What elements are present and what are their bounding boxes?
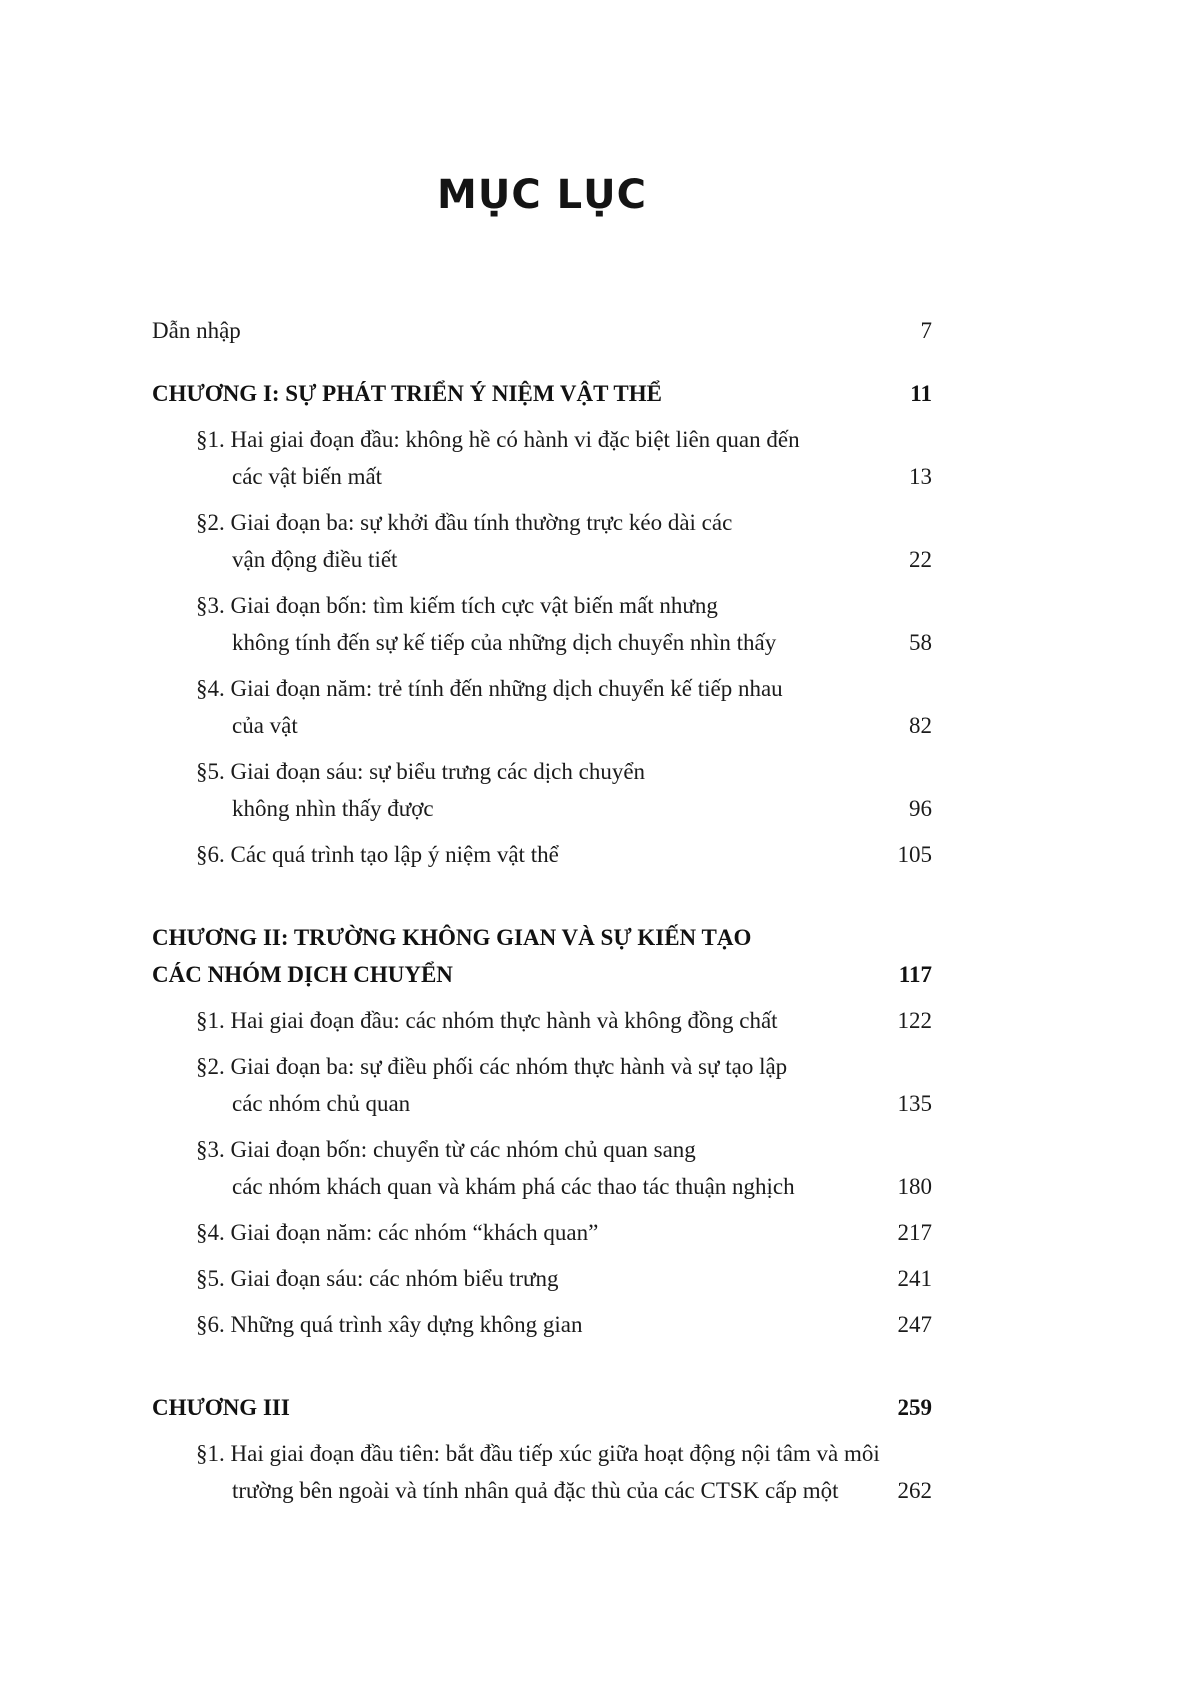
page-number: 117: [898, 962, 932, 987]
entry-line: CÁC NHÓM DỊCH CHUYỂN: [152, 962, 453, 987]
toc-entry-chapter-3: [152, 1389, 932, 1426]
toc-entry-chapter-1: [152, 375, 932, 412]
entry-line: trường bên ngoài và tính nhân quả đặc thù của các CTSK cấp một: [232, 1478, 839, 1503]
page-number: 105: [897, 842, 932, 867]
entry-line: các nhóm chủ quan: [232, 1091, 411, 1116]
page-number: 135: [897, 1091, 932, 1116]
entry-line: §1. Hai giai đoạn đầu: các nhóm thực hành và không đồng chất: [196, 1008, 778, 1033]
entry-line: §5. Giai đoạn sáu: các nhóm biểu trưng: [196, 1266, 559, 1291]
entry-line: không tính đến sự kế tiếp của những dịch chuyển nhìn thấy: [232, 630, 777, 655]
toc-entry-section: [152, 1048, 932, 1122]
toc-entry-section: [152, 1131, 932, 1205]
page-number: 217: [897, 1220, 932, 1245]
toc-entry-section: [152, 753, 932, 827]
entry-line: §4. Giai đoạn năm: trẻ tính đến những dịch chuyển kế tiếp nhau: [196, 676, 783, 701]
entry-line: CHƯƠNG III: [152, 1395, 290, 1420]
entry-line: §4. Giai đoạn năm: các nhóm “khách quan”: [196, 1220, 599, 1245]
page-number: 11: [910, 381, 932, 406]
toc-entry-section: [152, 1435, 932, 1509]
entry-line: các nhóm khách quan và khám phá các thao tác thuận nghịch: [232, 1174, 795, 1199]
entry-line: vận động điều tiết: [232, 547, 398, 572]
page-number: 7: [920, 318, 932, 343]
page-number: 262: [897, 1478, 932, 1503]
toc-entry-section: [152, 1260, 932, 1297]
entry-line: §3. Giai đoạn bốn: chuyển từ các nhóm chủ quan sang: [196, 1137, 696, 1162]
entry-line: CHƯƠNG II: TRƯỜNG KHÔNG GIAN VÀ SỰ KIẾN TẠO: [152, 925, 752, 950]
entry-line: §1. Hai giai đoạn đầu: không hề có hành vi đặc biệt liên quan đến: [196, 427, 800, 452]
toc-entry-section: [152, 504, 932, 578]
entry-line: Dẫn nhập: [152, 318, 241, 343]
toc-entry-section: [152, 1306, 932, 1343]
page-number: 247: [897, 1312, 932, 1337]
page-number: 58: [909, 630, 932, 655]
entry-line: §1. Hai giai đoạn đầu tiên: bắt đầu tiếp xúc giữa hoạt động nội tâm và môi: [196, 1441, 880, 1466]
page-title: MỤC LỤC: [437, 172, 647, 218]
page-number: 122: [897, 1008, 932, 1033]
toc-entries: [152, 312, 932, 1509]
toc-entry-section: [152, 421, 932, 495]
entry-line: các vật biến mất: [232, 464, 383, 489]
entry-line: CHƯƠNG I: SỰ PHÁT TRIỂN Ý NIỆM VẬT THỂ: [152, 381, 662, 406]
entry-line: §2. Giai đoạn ba: sự khởi đầu tính thường trực kéo dài các: [196, 510, 733, 535]
entry-line: §2. Giai đoạn ba: sự điều phối các nhóm thực hành và sự tạo lập: [196, 1054, 788, 1079]
entry-line: §6. Những quá trình xây dựng không gian: [196, 1312, 583, 1337]
toc-content: [152, 172, 932, 1509]
page-number: 180: [897, 1174, 932, 1199]
toc-entry-section: [152, 1002, 932, 1039]
toc-entry-chapter-2: [152, 919, 932, 993]
toc-entry-section: [152, 836, 932, 873]
entry-line: của vật: [232, 713, 298, 738]
page-number: 259: [897, 1395, 932, 1420]
toc-entry-section: [152, 587, 932, 661]
toc-entry-section: [152, 670, 932, 744]
page-number: 241: [897, 1266, 932, 1291]
toc-entry-intro: [152, 312, 932, 349]
entry-line: không nhìn thấy được: [232, 796, 434, 821]
page-number: 82: [909, 713, 932, 738]
entry-line: §3. Giai đoạn bốn: tìm kiếm tích cực vật biến mất nhưng: [196, 593, 718, 618]
page-number: 22: [909, 547, 932, 572]
page-number: 13: [909, 464, 932, 489]
entry-line: §6. Các quá trình tạo lập ý niệm vật thể: [196, 842, 559, 867]
toc-entry-section: [152, 1214, 932, 1251]
page-number: 96: [909, 796, 932, 821]
entry-line: §5. Giai đoạn sáu: sự biểu trưng các dịch chuyển: [196, 759, 646, 784]
